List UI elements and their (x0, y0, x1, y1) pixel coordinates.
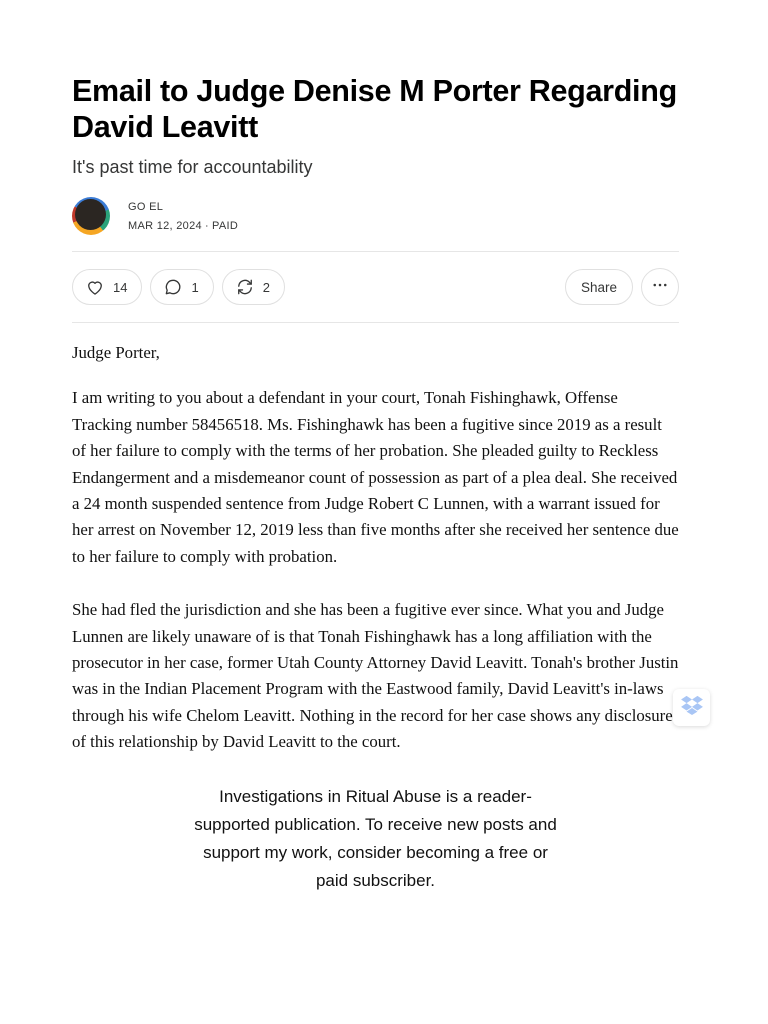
comment-button[interactable] (150, 269, 213, 305)
restack-arrows-icon (235, 277, 255, 297)
comment-count: 1 (191, 279, 199, 295)
author-name[interactable]: GO EL (128, 200, 164, 213)
byline (72, 195, 679, 237)
heart-icon (85, 277, 105, 297)
more-options-button[interactable] (641, 268, 679, 306)
body-paragraph-2: She had fled the jurisdiction and she has been a fugitive ever since. What you and Judge Lunnen are likely unaware of is that Tonah Fishinghawk has a long affiliation with the prosecutor in her case, former Utah County Attorney David Leavitt. Tonah's brother Justin was in the Indian Placement Program with the Eastwood family, David Leavitt's in-laws through his wife Chelom Leavitt. Nothing in the record for her case shows any disclosure of this relationship by David Leavitt to the court. (72, 600, 679, 752)
post-actions (72, 252, 679, 322)
post-dateline (128, 220, 238, 232)
post-body (72, 340, 679, 756)
like-count: 14 (113, 279, 128, 295)
like-button[interactable] (72, 269, 142, 305)
share-button[interactable]: Share (565, 269, 633, 305)
divider-bottom (72, 322, 679, 323)
salutation: Judge Porter, (72, 343, 160, 362)
post-title: Email to Judge Denise M Porter Regarding David Leavitt (72, 74, 677, 144)
body-paragraph-1: I am writing to you about a defendant in your court, Tonah Fishinghawk, Offense Tracking number 58456518. Ms. Fishinghawk has been a fugitive since 2019 as a result of her failure to comply with the terms of her probation. She pleaded guilty to Reckless Endangerment and a misdemeanor count of possession as part of a plea deal. She received a 24 month suspended sentence from Judge Robert C Lunnen, with a warrant issued for her arrest on November 12, 2019 less than five months after she received her sentence due to her failure to comply with probation. (72, 388, 679, 566)
floating-dropbox-button[interactable] (673, 689, 710, 726)
dropbox-icon (681, 695, 703, 720)
post-meta (128, 201, 238, 232)
ellipsis-icon (651, 276, 669, 299)
post-subtitle: It's past time for accountability (72, 157, 313, 177)
subscribe-cta-text: Investigations in Ritual Abuse is a reader-supported publication. To receive new posts and support my work, consider becoming a free or paid subscriber. (194, 786, 557, 890)
restack-button[interactable] (222, 269, 285, 305)
author-avatar[interactable] (72, 197, 110, 235)
meta-separator: ∙ (201, 219, 212, 232)
post-date: MAR 12, 2024 (128, 219, 202, 232)
post (72, 0, 679, 895)
restack-count: 2 (262, 279, 270, 295)
post-access: PAID (212, 219, 239, 232)
comment-bubble-icon (163, 277, 183, 297)
